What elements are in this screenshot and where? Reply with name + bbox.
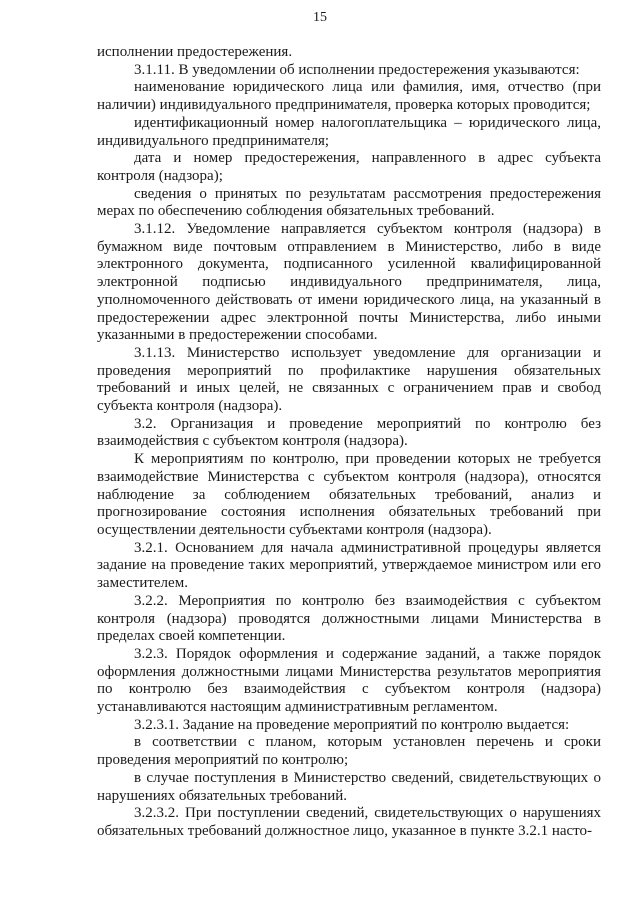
list-item-plan: в соответствии с планом, которым установлен перечень и сроки проведения мероприятий по контролю; (97, 734, 601, 769)
page-number: 15 (313, 10, 327, 25)
paragraph-3-1-12: 3.1.12. Уведомление направляется субъектом контроля (надзора) в бумажном виде почтовым отправлением в Министерство, либо в виде электронного документа, подписанного усиленной квалифицированной электронной подписью индивидуального предпринимателя, лица, уполномоченного действовать от имени юридического лица, на указанный в предостережении адрес электронной почты Министерства, либо иными указанными в предостережении способами. (97, 221, 601, 344)
paragraph-3-2-3: 3.2.3. Порядок оформления и содержание заданий, а также порядок оформления должностными лицами Министерства результатов мероприятия по контролю без взаимодействия с субъектом контроля (надзора) устанавливаются настоящим административным регламентом. (97, 645, 601, 716)
list-item-measures: сведения о принятых по результатам рассмотрения предостережения мерах по обеспечению соблюдения обязательных требований. (97, 185, 601, 220)
paragraph-3-2-1: 3.2.1. Основанием для начала административной процедуры является задание на проведение таких мероприятий, утверждаемое министром или его заместителем. (97, 539, 601, 592)
paragraph-3-2-2: 3.2.2. Мероприятия по контролю без взаимодействия с субъектом контроля (надзора) проводятся должностными лицами Министерства в пределах своей компетенции. (97, 592, 601, 645)
paragraph-3-2: 3.2. Организация и проведение мероприятий по контролю без взаимодействия с субъектом контроля (надзора). (97, 415, 601, 450)
list-item-inn: идентификационный номер налогоплательщика – юридического лица, индивидуального предпринимателя; (97, 114, 601, 149)
paragraph-control-measures: К мероприятиям по контролю, при проведении которых не требуется взаимодействие Министерства с субъектом контроля (надзора), относятся наблюдение за соблюдением обязательных требований, анализ и прогнозирование состояния исполнения обязательных требований при осуществлении деятельности субъектами контроля (надзора). (97, 451, 601, 538)
paragraph-continuation: исполнении предостережения. (97, 44, 293, 60)
paragraph-3-1-13: 3.1.13. Министерство использует уведомление для организации и проведения мероприятий по профилактике нарушения обязательных требований и иных целей, не связанных с ограничением прав и свобод субъекта контроля (надзора). (97, 344, 601, 415)
list-item-info: в случае поступления в Министерство сведений, свидетельствующих о нарушениях обязательных требований. (97, 769, 601, 804)
body-text (97, 44, 601, 841)
list-item-date-number: дата и номер предостережения, направленного в адрес субъекта контроля (надзора); (97, 150, 601, 184)
list-item-name: наименование юридического лица или фамилия, имя, отчество (при наличии) индивидуального предпринимателя, проверка которых проводится; (97, 79, 601, 114)
paragraph-3-2-3-2: 3.2.3.2. При поступлении сведений, свидетельствующих о нарушениях обязательных требований должностное лицо, указанное в пункте 3.2.1 насто- (97, 805, 601, 839)
paragraph-3-2-3-1: 3.2.3.1. Задание на проведение мероприятий по контролю выдается: (134, 716, 570, 733)
paragraph-3-1-11: 3.1.11. В уведомлении об исполнении предостережения указываются: (134, 61, 580, 78)
